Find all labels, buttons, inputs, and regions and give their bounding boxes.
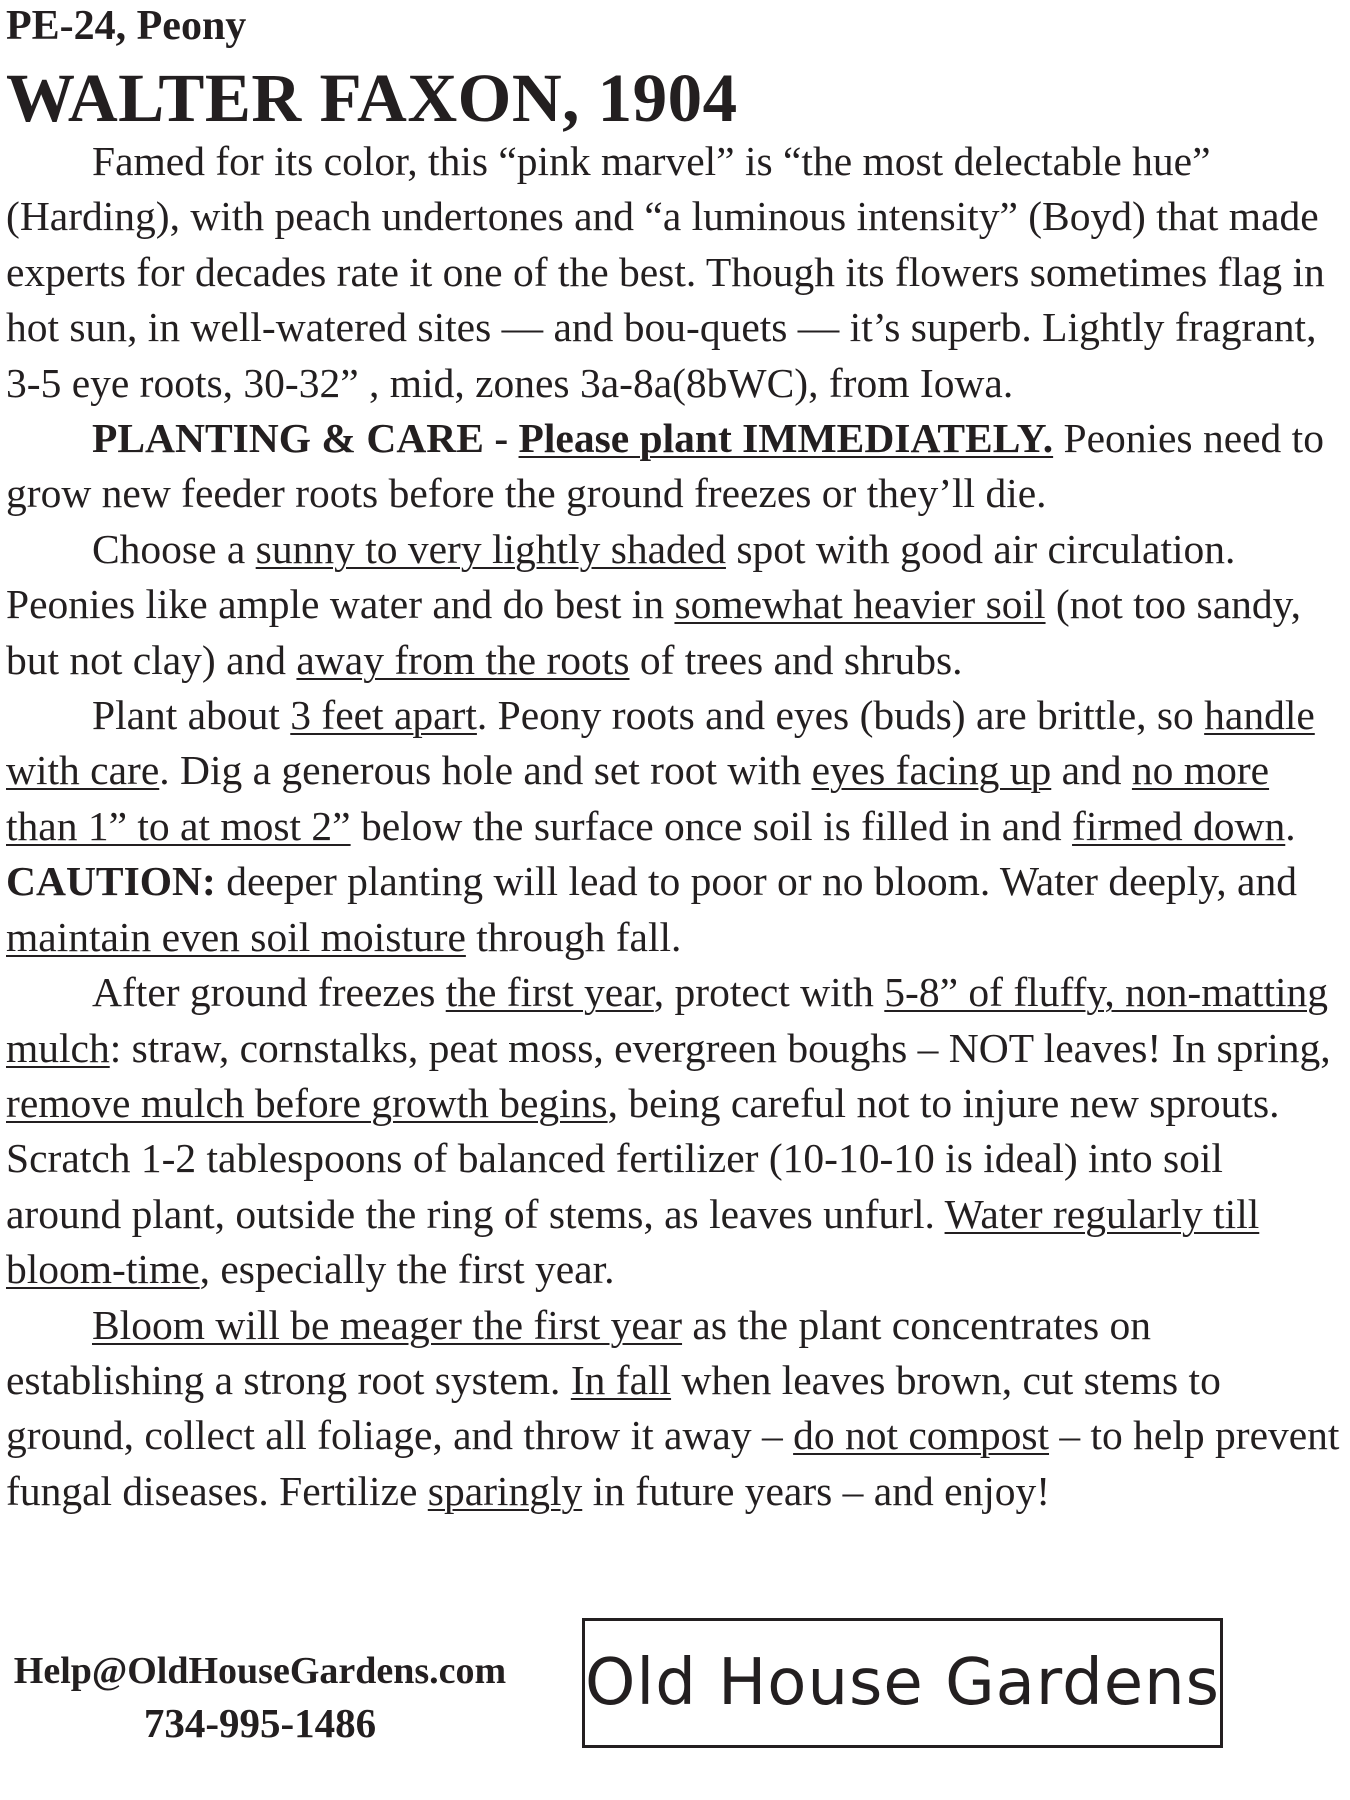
page-title: WALTER FAXON, 1904 [6,60,738,136]
contact-phone: 734-995-1486 [143,1700,377,1746]
contact-email[interactable]: Help@OldHouseGardens.com [13,1650,507,1692]
text-segment: Choose a [92,525,256,572]
planting-paragraph [6,411,1341,522]
text-segment: in future years – and enjoy! [582,1467,1051,1514]
emphasis-segment: handle with care [6,692,1315,794]
text-segment: spot with good air circulation. Peonies like ample water and do best in [6,525,1236,628]
emphasis-segment: Bloom will be meager the first year [92,1301,683,1348]
emphasis-segment: remove mulch before growth begins [6,1079,608,1126]
text-segment: , being careful not to injure new sprouts. Scratch 1-2 tablespoons of balanced fertilizer (10-10-10 is ideal) into soil around plant, outside the ring of stems, as leaves unfurl. [6,1079,1280,1237]
text-segment: : straw, cornstalks, peat moss, evergreen boughs – NOT leaves! In spring, [109,1024,1331,1071]
instructions-body [6,134,1341,1519]
site-paragraph [6,522,1341,688]
logo-box [582,1618,1223,1748]
text-segment: After ground freezes [92,969,446,1016]
emphasis-segment: firmed down [1072,802,1286,849]
emphasis-segment: the first year [445,969,654,1016]
plant-paragraph [6,688,1341,965]
caution-label: CAUTION: [6,858,216,905]
brand-logo: Old House Gardens [585,1646,1220,1720]
emphasis-segment: Water regularly till bloom-time [6,1190,1260,1293]
text-segment: . Dig a generous hole and set root with [159,747,812,794]
emphasis-segment: no more than 1” to at most 2” [6,747,1270,849]
emphasis-segment: sunny to very lightly shaded [255,525,726,572]
plant-immediately-notice: Please plant IMMEDIATELY. [518,415,1054,462]
emphasis-segment: In fall [570,1356,672,1403]
text-segment: deeper planting will lead to poor or no bloom. Water deeply, and [215,858,1297,905]
emphasis-segment: away from the roots [296,636,630,683]
contact-info [0,1645,520,1749]
text-segment: , especially the first year. [199,1246,615,1293]
text-segment: Plant about [92,692,291,739]
text-segment: through fall. [465,913,682,960]
emphasis-segment: somewhat heavier soil [674,581,1046,628]
emphasis-segment: do not compost [793,1412,1050,1459]
text-segment: when leaves brown, cut stems to ground, collect all foliage, and throw it away – [6,1356,1221,1459]
text-segment: as the plant concentrates on establishing a strong root system. [6,1301,1152,1403]
text-segment: (not too sandy, but not clay) and [6,581,1302,683]
emphasis-segment: maintain even soil moisture [6,913,466,960]
text-segment: . [1285,802,1296,849]
emphasis-segment: sparingly [427,1467,583,1514]
emphasis-segment: 5-8” of fluffy, non-matting mulch [6,969,1329,1071]
text-segment: below the surface once soil is filled in and [350,802,1073,849]
intro-paragraph: Famed for its color, this “pink marvel” is “the most delectable hue” (Harding), with peach undertones and “a luminous intensity” (Boyd) that made experts for decades rate it one of the best. Though its flowers sometimes flag in hot sun, in well-watered sites — and bou-quets — it’s superb. Lightly fragrant, 3-5 eye roots, 30-32” , mid, zones 3a-8a(8bWC), from Iowa. [6,138,1325,406]
planting-reason: Peonies need to grow new feeder roots before the ground freezes or they’ll die. [6,415,1324,517]
text-segment: and [1051,747,1132,794]
text-segment: . Peony roots and eyes (buds) are brittle, so [476,692,1205,739]
emphasis-segment: 3 feet apart [290,692,477,739]
emphasis-segment: eyes facing up [811,747,1052,794]
planting-heading: PLANTING & CARE - [92,415,519,462]
text-segment: , protect with [653,969,885,1016]
text-segment: – to help prevent fungal diseases. Fertilize [6,1412,1340,1514]
winter-paragraph [6,965,1341,1297]
text-segment: of trees and shrubs. [629,636,963,683]
bloom-paragraph [6,1298,1341,1520]
product-code: PE-24, Peony [6,3,247,49]
